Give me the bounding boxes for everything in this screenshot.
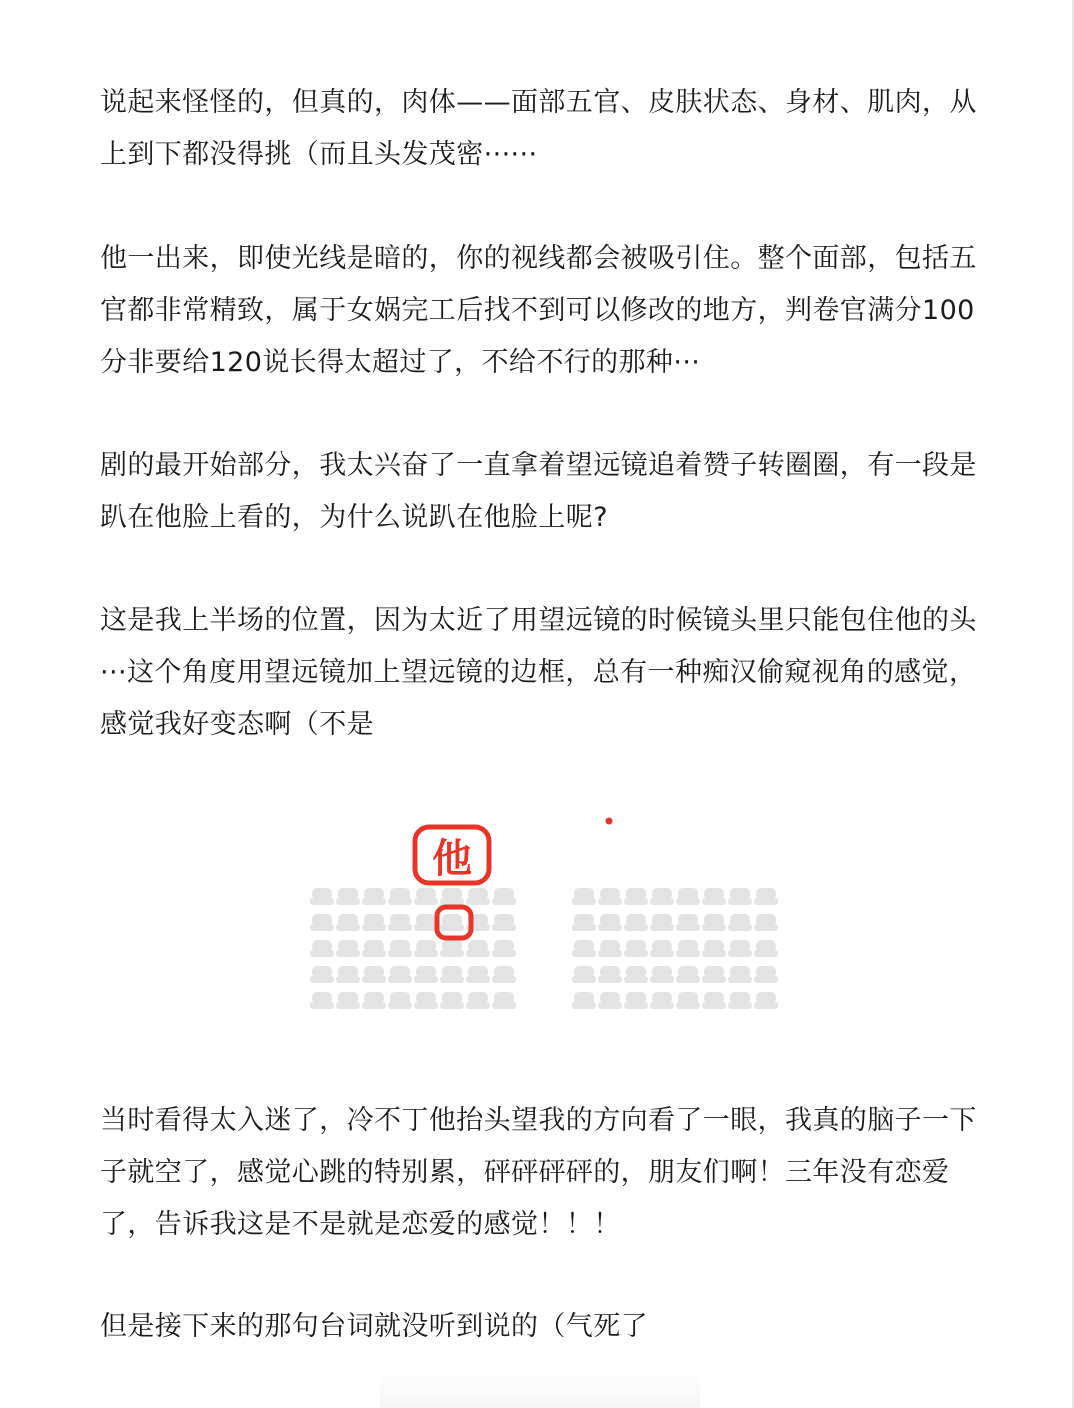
seat-icon	[702, 992, 726, 1009]
seat-icon	[728, 914, 752, 931]
seat-icon	[492, 940, 516, 957]
seat-icon	[466, 888, 490, 905]
seat-icon	[310, 888, 334, 905]
seat-icon	[754, 914, 778, 931]
seat-icon	[362, 966, 386, 983]
seat-map-figure	[300, 812, 790, 1032]
seat-block-right	[572, 888, 778, 1009]
paragraph-5: 当时看得太入迷了，冷不丁他抬头望我的方向看了一眼，我真的脑子一下子就空了，感觉心跳的特别累，砰砰砰砰的，朋友们啊！三年没有恋爱了，告诉我这是不是就是恋爱的感觉！！！	[100, 1105, 977, 1240]
seat-icon	[440, 940, 464, 957]
seat-icon	[624, 992, 648, 1009]
seat-icon	[492, 966, 516, 983]
paragraph-1: 说起来怪怪的，但真的，肉体——面部五官、皮肤状态、身材、肌肉，从上到下都没得挑（而且头发茂密······	[100, 87, 977, 170]
seat-icon	[702, 966, 726, 983]
seat-icon	[754, 992, 778, 1009]
seat-icon	[572, 888, 596, 905]
seat-icon	[336, 914, 360, 931]
seat-icon	[414, 914, 438, 931]
seat-icon	[362, 914, 386, 931]
seat-icon	[440, 966, 464, 983]
seat-icon	[728, 940, 752, 957]
seat-icon	[466, 940, 490, 957]
seat-icon	[492, 914, 516, 931]
seat-icon	[362, 940, 386, 957]
seat-icon	[650, 966, 674, 983]
seat-icon	[440, 914, 464, 931]
image-preview-edge	[380, 1370, 700, 1408]
seat-icon	[414, 992, 438, 1009]
seat-icon	[388, 966, 412, 983]
seat-icon	[336, 992, 360, 1009]
seat-icon	[362, 992, 386, 1009]
seat-icon	[624, 888, 648, 905]
seat-icon	[754, 888, 778, 905]
seat-map	[300, 812, 790, 1032]
seat-icon	[676, 888, 700, 905]
seat-icon	[598, 992, 622, 1009]
seat-icon	[310, 992, 334, 1009]
seat-icon	[336, 940, 360, 957]
seat-icon	[728, 888, 752, 905]
seat-icon	[676, 914, 700, 931]
performer-label: 他	[432, 836, 472, 882]
seat-icon	[728, 966, 752, 983]
seat-icon	[572, 966, 596, 983]
seat-icon	[414, 966, 438, 983]
seat-icon	[650, 992, 674, 1009]
paragraph-6: 但是接下来的那句台词就没听到说的（气死了	[100, 1311, 648, 1342]
seat-icon	[440, 992, 464, 1009]
stage-marker-dot	[606, 818, 613, 825]
seat-icon	[310, 940, 334, 957]
paragraph-4: 这是我上半场的位置，因为太近了用望远镜的时候镜头里只能包住他的头···这个角度用望远镜加上望远镜的边框，总有一种痴汉偷窥视角的感觉，感觉我好变态啊（不是	[100, 605, 977, 740]
seat-icon	[598, 940, 622, 957]
seat-icon	[624, 966, 648, 983]
seat-icon	[754, 966, 778, 983]
seat-icon	[388, 940, 412, 957]
seat-icon	[466, 966, 490, 983]
seat-icon	[388, 914, 412, 931]
seat-icon	[572, 940, 596, 957]
seat-icon	[624, 914, 648, 931]
seat-icon	[362, 888, 386, 905]
seat-icon	[650, 888, 674, 905]
seat-icon	[388, 888, 412, 905]
seat-icon	[440, 888, 464, 905]
seat-icon	[702, 888, 726, 905]
seat-icon	[598, 914, 622, 931]
seat-icon	[754, 940, 778, 957]
seat-icon	[572, 914, 596, 931]
seat-icon	[650, 940, 674, 957]
seat-icon	[676, 940, 700, 957]
paragraph-3: 剧的最开始部分，我太兴奋了一直拿着望远镜追着赞子转圈圈，有一段是趴在他脸上看的，为什么说趴在他脸上呢?	[100, 450, 977, 533]
seat-icon	[492, 992, 516, 1009]
seat-icon	[650, 914, 674, 931]
seat-icon	[728, 992, 752, 1009]
seat-icon	[598, 966, 622, 983]
seat-block-left	[310, 888, 516, 1009]
seat-icon	[310, 914, 334, 931]
paragraph-2: 他一出来，即使光线是暗的，你的视线都会被吸引住。整个面部，包括五官都非常精致，属于女娲完工后找不到可以修改的地方，判卷官满分100分非要给120说长得太超过了，不给不行的那种···	[100, 243, 977, 378]
seat-icon	[466, 992, 490, 1009]
seat-icon	[492, 888, 516, 905]
seat-icon	[336, 888, 360, 905]
seat-icon	[414, 940, 438, 957]
seat-icon	[676, 966, 700, 983]
seat-icon	[572, 992, 596, 1009]
seat-icon	[414, 888, 438, 905]
seat-icon	[624, 940, 648, 957]
seat-icon	[702, 940, 726, 957]
seat-icon	[676, 992, 700, 1009]
seat-icon	[310, 966, 334, 983]
seat-icon	[336, 966, 360, 983]
seat-icon	[702, 914, 726, 931]
seat-icon	[598, 888, 622, 905]
seat-icon	[388, 992, 412, 1009]
